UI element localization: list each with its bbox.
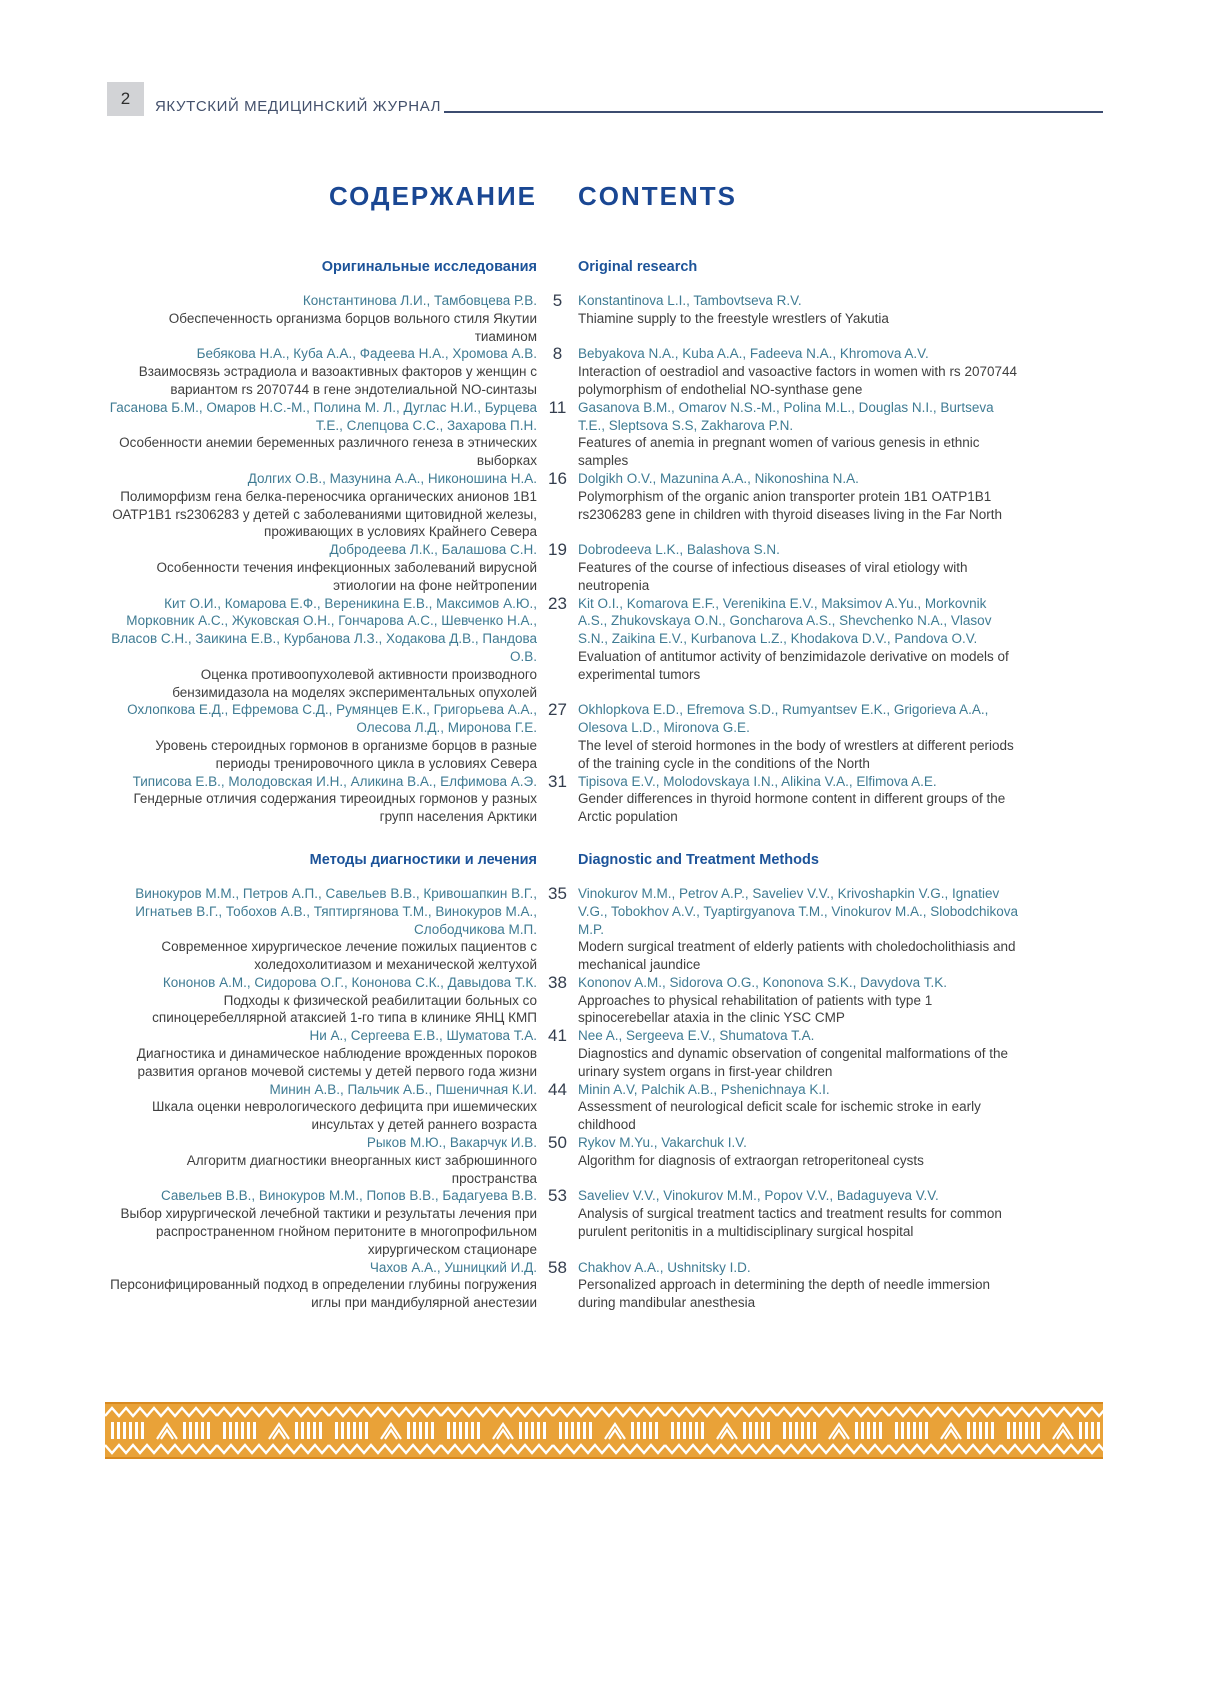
entry-title-ru: Полиморфизм гена белка-переносчика органических анионов 1В1 ОАТР1В1 rs2306283 у детей с заболеваниями щитовидной железы, проживающих в условиях Крайнего Севера — [112, 488, 537, 540]
entry-authors-ru: Рыков М.Ю., Вакарчук И.В. — [366, 1135, 537, 1151]
toc-title — [107, 181, 1018, 212]
entry-authors-ru: Минин А.В., Пальчик А.Б., Пшеничная К.И. — [269, 1081, 537, 1097]
entry-title-en: Thiamine supply to the freestyle wrestlers of Yakutia — [578, 310, 889, 326]
entry-authors-ru: Ни А., Сергеева Е.В., Шуматова Т.А. — [309, 1028, 537, 1044]
section-header-diagnostic-methods — [107, 851, 1018, 870]
entry-authors-en: Kononov A.M., Sidorova O.G., Kononova S.K., Davydova T.K. — [578, 974, 947, 990]
entry-page-number: 16 — [548, 468, 567, 488]
entry-page-number: 19 — [548, 540, 567, 560]
entry-authors-en: Chakhov A.A., Ushnitsky I.D. — [578, 1259, 751, 1275]
entry-authors-en: Bebyakova N.A., Kuba A.A., Fadeeva N.A., Khromova A.V. — [578, 346, 929, 362]
journal-header: ЯКУТСКИЙ МЕДИЦИНСКИЙ ЖУРНАЛ — [155, 98, 442, 115]
entry-title-ru: Диагностика и динамическое наблюдение врожденных пороков развития органов мочевой системы у детей первого года жизни — [136, 1046, 537, 1079]
entry-authors-en: Vinokurov M.M., Petrov A.P., Saveliev V.V., Krivoshapkin V.G., Ignatiev V.G., Tobokhov A.V., Tyaptirgyanova T.M., Vinokurov M.A., Slobodchikova M.P. — [578, 885, 1019, 937]
entry-title-ru: Выбор хирургической лечебной тактики и результаты лечения при распространенном гнойном перитоните в многопрофильном хирургическом стационаре — [120, 1206, 537, 1257]
entry-title-en: Features of the course of infectious diseases of viral etiology with neutropenia — [578, 559, 968, 593]
toc-entry — [107, 1187, 1018, 1258]
toc-entry — [107, 885, 1018, 974]
entry-page-number: 38 — [548, 972, 567, 992]
entry-title-ru: Персонифицированный подход в определении глубины погружения иглы при мандибулярной анестезии — [110, 1277, 537, 1311]
entry-title-en: Approaches to physical rehabilitation of patients with type 1 spinocerebellar ataxia in the clinic YSC CMP — [578, 992, 933, 1026]
table-of-contents — [107, 258, 1018, 1312]
entry-page-number: 50 — [548, 1133, 567, 1153]
entry-authors-en: Dobrodeeva L.K., Balashova S.N. — [578, 542, 780, 558]
toc-title-ru: СОДЕРЖАНИЕ — [329, 181, 537, 211]
entry-page-number: 27 — [548, 700, 567, 720]
toc-entry — [107, 470, 1018, 541]
entry-title-en: Algorithm for diagnosis of extraorgan retroperitoneal cysts — [578, 1152, 924, 1168]
entry-title-en: Personalized approach in determining the depth of needle immersion during mandibular anesthesia — [578, 1277, 991, 1311]
toc-entry — [107, 1027, 1018, 1080]
entry-title-ru: Уровень стероидных гормонов в организме борцов в разные периоды тренировочного цикла в условиях Севера — [155, 737, 537, 771]
entry-page-number: 44 — [548, 1079, 567, 1099]
entry-authors-ru: Константинова Л.И., Тамбовцева Р.В. — [302, 293, 537, 308]
entry-title-ru: Подходы к физической реабилитации больных со спиноцеребеллярной атаксией 1-го типа в клинике ЯНЦ КМП — [152, 992, 537, 1026]
section-header-ru: Методы диагностики и лечения — [309, 851, 537, 868]
entry-authors-en: Saveliev V.V., Vinokurov M.M., Popov V.V., Badaguyeva V.V. — [578, 1188, 939, 1204]
entry-title-en: Assessment of neurological deficit scale for ischemic stroke in early childhood — [578, 1099, 981, 1133]
entry-title-ru: Шкала оценки неврологического дефицита при ишемических инсультах у детей раннего возраста — [152, 1099, 537, 1133]
entry-authors-en: Rykov M.Yu., Vakarchuk I.V. — [578, 1135, 747, 1151]
entry-title-ru: Особенности анемии беременных различного генеза в этнических выборках — [119, 435, 537, 469]
entry-authors-ru: Кононов А.М., Сидорова О.Г., Кононова С.К., Давыдова Т.К. — [162, 974, 537, 990]
section-header-en: Diagnostic and Treatment Methods — [578, 851, 819, 868]
entry-title-en: Modern surgical treatment of elderly patients with choledocholithiasis and mechanical jaundice — [578, 939, 1016, 973]
entry-page-number: 53 — [548, 1186, 567, 1206]
entry-title-ru: Оценка противоопухолевой активности производного бензимидазола на моделях экспериментальных опухолей — [172, 666, 537, 700]
toc-entry — [107, 345, 1018, 398]
entry-title-ru: Гендерные отличия содержания тиреоидных гормонов у разных групп населения Арктики — [133, 791, 537, 825]
toc-entry — [107, 701, 1018, 772]
toc-entry — [107, 974, 1018, 1027]
entry-page-number: 41 — [548, 1026, 567, 1046]
header-rule — [444, 111, 1103, 113]
toc-entry — [107, 399, 1018, 470]
entry-authors-ru: Кит О.И., Комарова Е.Ф., Вереникина Е.В., Максимов А.Ю., Морковник А.С., Жуковская О.Н., Гончарова А.С., Шевченко Н.А., Власов С.Н., Заикина Е.В., Курбанова Л.З., Ходакова Д.В., Пандова О.В. — [111, 595, 537, 664]
entry-title-ru: Обеспеченность организма борцов вольного стиля Якутии тиамином — [168, 310, 537, 344]
entry-authors-ru: Охлопкова Е.Д., Ефремова С.Д., Румянцев Е.К., Григорьева А.А., Олесова Л.Д., Миронова Г.Е. — [127, 702, 537, 736]
ornament-pattern — [105, 1402, 1103, 1459]
section-header-original-research — [107, 258, 1018, 277]
entry-title-en: Interaction of oestradiol and vasoactive factors in women with rs 2070744 polymorphism of endothelial NO-synthase gene — [578, 364, 1017, 397]
entry-page-number: 23 — [548, 593, 567, 613]
section-header-en: Original research — [578, 259, 698, 275]
entry-authors-ru: Долгих О.В., Мазунина А.А., Никоношина Н.А. — [247, 470, 537, 486]
toc-entry — [107, 595, 1018, 702]
entry-title-ru: Особенности течения инфекционных заболеваний вирусной этиологии на фоне нейтропении — [156, 559, 537, 593]
entry-title-en: Gender differences in thyroid hormone content in different groups of the Arctic population — [578, 791, 1006, 825]
entry-authors-en: Gasanova B.M., Omarov N.S.-M., Polina M.L., Douglas N.I., Burtseva T.E., Sleptsova S.S, Zakharova P.N. — [578, 399, 994, 433]
entry-title-en: The level of steroid hormones in the body of wrestlers at different periods of the training cycle in the conditions of the North — [578, 737, 1014, 771]
entry-page-number: 35 — [548, 883, 567, 903]
entry-title-en: Polymorphism of the organic anion transporter protein 1B1 OATP1B1 rs2306283 gene in children with thyroid diseases living in the Far North — [578, 488, 1002, 522]
section-header-ru: Оригинальные исследования — [321, 259, 537, 275]
entry-page-number: 11 — [548, 397, 567, 417]
entry-authors-en: Nee A., Sergeeva E.V., Shumatova T.A. — [578, 1028, 815, 1044]
entry-authors-en: Minin A.V, Palchik A.B., Pshenichnaya K.I. — [578, 1081, 830, 1097]
entry-title-ru: Современное хирургическое лечение пожилых пациентов с холедохолитиазом и механической желтухой — [161, 939, 537, 973]
entry-title-en: Diagnostics and dynamic observation of congenital malformations of the urinary system organs in first-year children — [578, 1046, 1008, 1079]
entry-page-number: 5 — [552, 291, 563, 310]
entry-title-ru: Алгоритм диагностики внеорганных кист забрюшинного пространства — [186, 1152, 537, 1186]
entry-authors-en: Konstantinova L.I., Tambovtseva R.V. — [578, 293, 802, 308]
toc-entry — [107, 292, 1018, 345]
page-number-box: 2 — [107, 82, 144, 116]
entry-title-en: Features of anemia in pregnant women of various genesis in ethnic samples — [578, 435, 980, 469]
entry-authors-en: Kit O.I., Komarova E.F., Verenikina E.V., Maksimov A.Yu., Morkovnik A.S., Zhukovskaya O.N., Goncharova A.S., Shevchenko N.A., Vlasov S.N., Zaikina E.V., Kurbanova L.Z., Khodakova D.V., Pandova O.V. — [578, 595, 992, 647]
entry-authors-ru: Бебякова Н.А., Куба А.А., Фадеева Н.А., Хромова А.В. — [196, 346, 537, 362]
toc-title-en: CONTENTS — [578, 181, 737, 211]
toc-entry — [107, 1259, 1018, 1312]
entry-title-en: Evaluation of antitumor activity of benzimidazole derivative on models of experimental tumors — [578, 648, 1009, 682]
entry-authors-ru: Чахов А.А., Ушницкий И.Д. — [369, 1259, 537, 1275]
entry-authors-ru: Гасанова Б.М., Омаров Н.С.-М., Полина М. Л., Дуглас Н.И., Бурцева Т.Е., Слепцова С.С., Захарова П.Н. — [109, 399, 537, 433]
page-header — [107, 82, 1103, 116]
entry-authors-ru: Добродеева Л.К., Балашова С.Н. — [329, 542, 537, 558]
toc-entry — [107, 541, 1018, 594]
entry-title-en: Analysis of surgical treatment tactics and treatment results for common purulent peritonitis in a multidisciplinary surgical hospital — [578, 1206, 1002, 1240]
entry-authors-ru: Винокуров М.М., Петров А.П., Савельев В.В., Кривошапкин В.Г., Игнатьев В.Г., Тобохов А.В., Тяптиргянова Т.М., Винокуров М.А., Слободчикова М.П. — [135, 885, 537, 937]
toc-entry — [107, 1081, 1018, 1134]
entry-authors-ru: Типисова Е.В., Молодовская И.Н., Аликина В.А., Елфимова А.Э. — [132, 773, 537, 789]
entry-authors-en: Okhlopkova E.D., Efremova S.D., Rumyantsev E.K., Grigorieva A.A., Olesova L.D., Mironova G.E. — [578, 702, 989, 736]
entry-title-ru: Взаимосвязь эстрадиола и вазоактивных факторов у женщин с вариантом rs 2070744 в гене эндотелиальной NO-синтазы — [138, 364, 537, 397]
entry-authors-en: Dolgikh O.V., Mazunina A.A., Nikonoshina N.A. — [578, 470, 859, 486]
toc-entry — [107, 1134, 1018, 1187]
ornament-band — [105, 1402, 1103, 1459]
entry-page-number: 31 — [548, 771, 567, 791]
toc-entry — [107, 773, 1018, 826]
entry-authors-ru: Савельев В.В., Винокуров М.М., Попов В.В., Бадагуева В.В. — [161, 1188, 537, 1204]
entry-page-number: 58 — [548, 1257, 567, 1277]
entry-page-number: 8 — [552, 344, 563, 364]
entry-authors-en: Tipisova E.V., Molodovskaya I.N., Alikina V.A., Elfimova A.E. — [578, 773, 937, 789]
